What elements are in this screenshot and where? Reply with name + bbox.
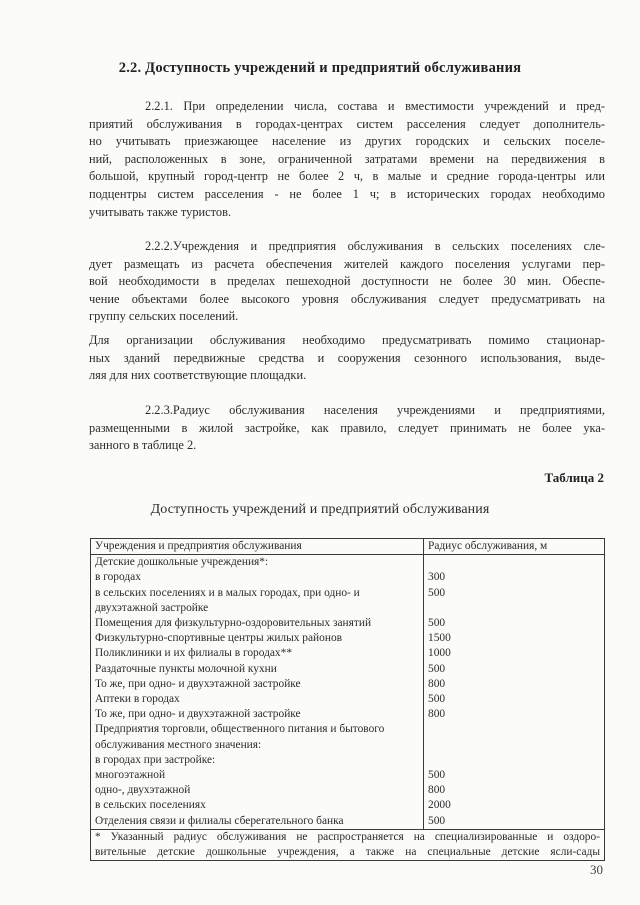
service-name-line: Помещения для физкультурно-оздоровительных занятий [95, 617, 372, 630]
service-name-cell [91, 586, 424, 616]
service-name-line: в сельских поселениях [95, 799, 206, 812]
radius-value: 500 [428, 617, 446, 630]
page-number: 30 [590, 862, 603, 877]
text-line: группу сельских поселений. [89, 309, 239, 324]
radius-value-cell [424, 753, 605, 768]
radius-value-cell [424, 662, 605, 677]
radius-value: 1500 [428, 632, 451, 645]
table-footnote [91, 829, 605, 860]
text-line: ний, расположенных в зоне, ограниченной затратами времени на передвижения в [89, 151, 605, 166]
service-name-line: Раздаточные пункты молочной кухни [95, 662, 277, 675]
service-name-cell [91, 646, 424, 661]
table-header-row [91, 539, 605, 555]
service-name-line: Поликлиники и их филиалы в городах** [95, 647, 293, 660]
text-line: учитывать также туристов. [89, 204, 232, 219]
radius-value-cell [424, 616, 605, 631]
service-name-cell [91, 707, 424, 722]
radius-value: 800 [428, 784, 446, 797]
text-line: 2.2.3.Радиус обслуживания населения учреждениями и предприятиями, [145, 403, 605, 417]
table-row [91, 631, 605, 646]
service-name-line: Физкультурно-спортивные центры жилых районов [95, 632, 343, 645]
text-line: ных зданий передвижные средства и сооружения сезонного использования, выде- [89, 350, 605, 365]
table-row [91, 586, 605, 616]
table-row [91, 798, 605, 813]
text-line: приятий обслуживания в городах-центрах систем расселения следует дополнитель- [89, 116, 605, 131]
radius-value: 500 [428, 814, 446, 827]
paragraph-organization [89, 332, 605, 385]
table-row [91, 570, 605, 585]
table-row [91, 677, 605, 692]
service-name-cell [91, 783, 424, 798]
table-row [91, 646, 605, 661]
service-name-line: Аптеки в городах [95, 693, 180, 706]
service-name-cell [91, 768, 424, 783]
table-body [91, 555, 605, 861]
table-footnote-row [91, 829, 605, 860]
text-line: подцентры систем расселения - не более 1 ч; в исторических городах необходимо [89, 186, 605, 201]
text-line: ляя для них соответствующие площадки. [89, 368, 307, 383]
service-name-cell [91, 570, 424, 585]
table-row [91, 616, 605, 631]
service-radius-table [90, 538, 605, 861]
radius-value-cell [424, 677, 605, 692]
text-line: большой, крупный город-центр не более 2 ч, в малые и средние города-центры или [89, 169, 605, 184]
service-name-cell [91, 555, 424, 571]
service-name-line: одно-, двухэтажной [95, 784, 191, 797]
paragraph-2-2-1 [89, 98, 605, 221]
service-name-cell [91, 616, 424, 631]
text-line: но учитывать приезжающее население из других городских и сельских поселе- [89, 134, 605, 149]
service-name-cell [91, 662, 424, 677]
radius-value-cell [424, 798, 605, 813]
service-name-cell [91, 798, 424, 813]
service-name-cell [91, 753, 424, 768]
service-name-cell [91, 677, 424, 692]
radius-value-cell [424, 783, 605, 798]
service-name-line: То же, при одно- и двухэтажной застройке [95, 708, 301, 721]
radius-value-cell [424, 814, 605, 830]
radius-value-cell [424, 692, 605, 707]
table-row [91, 722, 605, 752]
column-header-services: Учреждения и предприятия обслуживания [91, 539, 424, 555]
radius-value: 500 [428, 662, 446, 675]
radius-value: 500 [428, 769, 446, 782]
radius-value-cell [424, 722, 605, 752]
radius-value-cell [424, 646, 605, 661]
table-row [91, 753, 605, 768]
section-heading: 2.2. Доступность учреждений и предприятий обслуживания [118, 60, 522, 76]
service-name-line: в городах [95, 571, 141, 584]
radius-value-cell [424, 570, 605, 585]
service-name-cell [91, 692, 424, 707]
table-row [91, 692, 605, 707]
service-name-line: обслуживания местного значения: [95, 738, 262, 751]
text-line: дует размещать из расчета обеспечения жителей каждого поселения услугами пер- [89, 256, 605, 271]
service-name-line: Отделения связи и филиалы сберегательного банка [95, 814, 344, 827]
footnote-line: вительные детские дошкольные учреждения, а также на специальные детские ясли-сады [95, 846, 600, 859]
radius-value: 300 [428, 571, 446, 584]
text-line: Для организации обслуживания необходимо предусматривать помимо стационар- [89, 333, 605, 347]
service-name-line: Предприятия торговли, общественного питания и бытового [95, 723, 385, 736]
table-row [91, 662, 605, 677]
table-row [91, 814, 605, 830]
column-header-radius: Радиус обслуживания, м [424, 539, 605, 555]
service-name-line: в городах при застройке: [95, 753, 216, 766]
text-line: чение объектами более высокого уровня обслуживания следует предусматривать на [89, 291, 605, 306]
paragraph-2-2-2 [89, 238, 605, 326]
service-name-cell [91, 722, 424, 752]
table-row [91, 768, 605, 783]
radius-value-cell [424, 631, 605, 646]
radius-value: 800 [428, 677, 446, 690]
table-row [91, 555, 605, 571]
radius-value: 800 [428, 708, 446, 721]
text-line: размещенными в жилой застройке, как правило, следует принимать не более ука- [89, 420, 605, 435]
table-caption: Доступность учреждений и предприятий обслуживания [150, 502, 490, 517]
table-row [91, 707, 605, 722]
service-name-line: Детские дошкольные учреждения*: [95, 556, 269, 569]
text-line: занного в таблице 2. [89, 438, 197, 453]
service-name-line: То же, при одно- и двухэтажной застройке [95, 677, 301, 690]
radius-value-cell [424, 586, 605, 616]
footnote-line: * Указанный радиус обслуживания не распространяется на специализированные и оздоро- [95, 830, 600, 843]
service-name-cell [91, 631, 424, 646]
service-name-line: двухэтажной застройке [95, 601, 209, 614]
radius-value-cell [424, 707, 605, 722]
paragraph-2-2-3 [89, 402, 605, 455]
text-line: 2.2.2.Учреждения и предприятия обслуживания в сельских поселениях сле- [145, 239, 605, 253]
radius-value: 500 [428, 586, 446, 599]
radius-value: 2000 [428, 799, 451, 812]
text-line: вой необходимости в пределах пешеходной доступности не более 30 мин. Обеспе- [89, 274, 605, 289]
radius-value: 1000 [428, 647, 451, 660]
service-name-cell [91, 814, 424, 830]
service-name-line: в сельских поселениях и в малых городах, при одно- и [95, 586, 360, 599]
table-row [91, 783, 605, 798]
service-name-line: многоэтажной [95, 769, 166, 782]
radius-value-cell [424, 768, 605, 783]
table-label: Таблица 2 [544, 470, 604, 485]
text-line: 2.2.1. При определении числа, состава и вместимости учреждений и пред- [145, 99, 605, 113]
radius-value: 500 [428, 693, 446, 706]
radius-value-cell [424, 555, 605, 571]
